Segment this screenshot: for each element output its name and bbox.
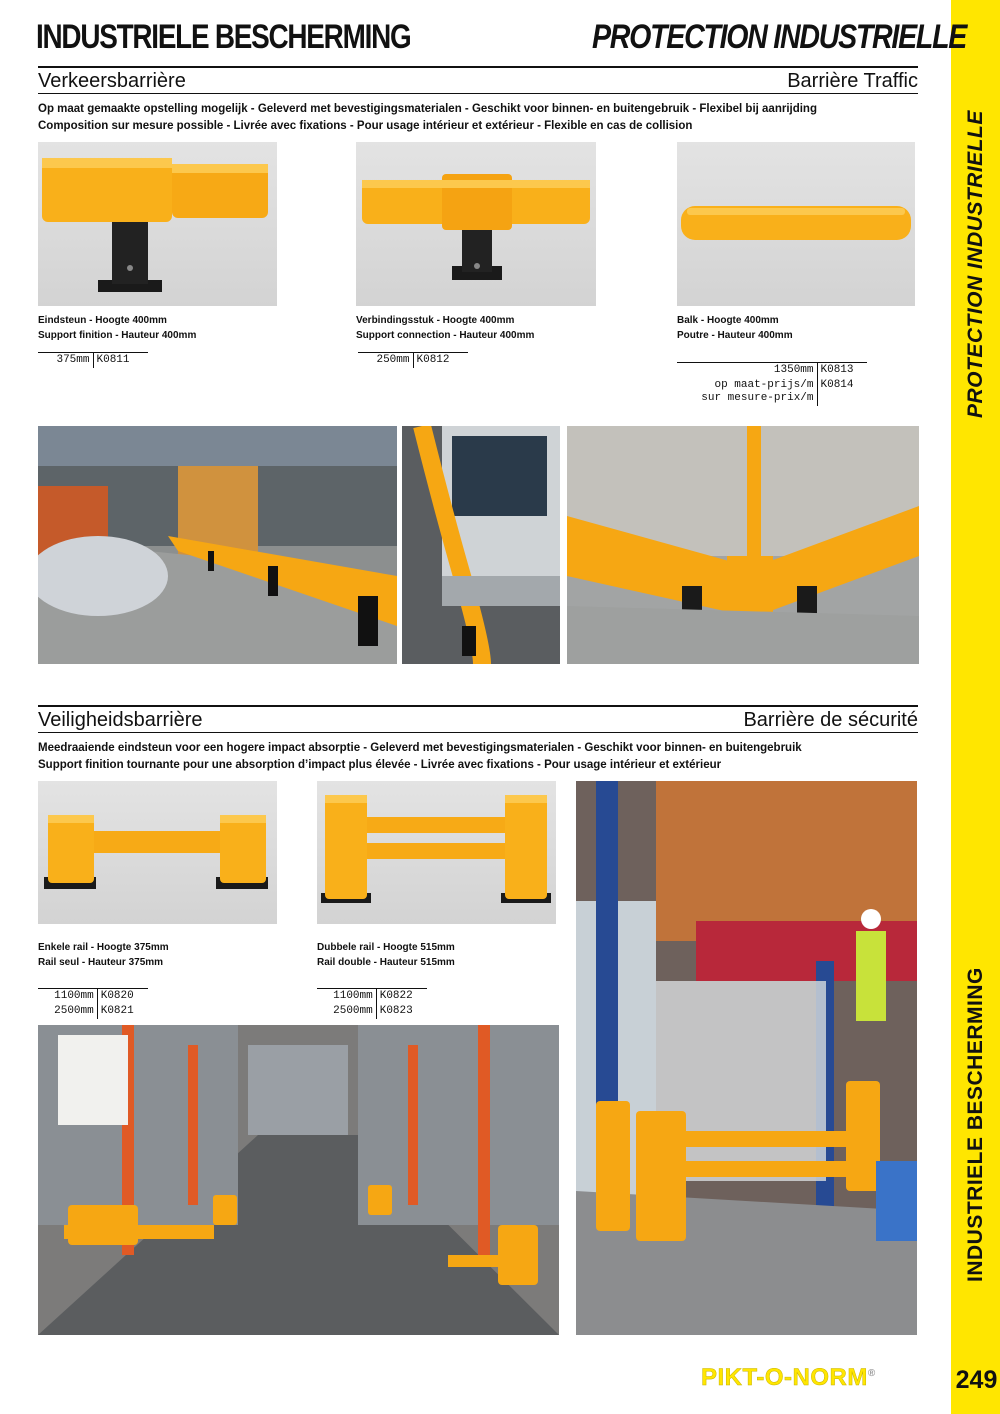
- section-title-fr: Barrière Traffic: [787, 69, 918, 92]
- table-row: 1350mm K0813: [677, 363, 867, 379]
- section-title-traffic: [38, 66, 918, 94]
- product-photo-double-rail: [317, 781, 556, 924]
- product-caption: Enkele rail - Hoogte 375mm Rail seul - Hauteur 375mm: [38, 942, 169, 968]
- sidebar-title-bottom: INDUSTRIELE BESCHERMING: [964, 967, 987, 1282]
- product-code-table: [38, 352, 148, 368]
- product-photo-single-rail: [38, 781, 277, 924]
- table-row: 1100mm K0820: [38, 989, 148, 1005]
- product-code-table: [38, 988, 148, 1019]
- product-caption: Verbindingsstuk - Hoogte 400mm Support connection - Hauteur 400mm: [356, 315, 535, 341]
- product-code-table: [317, 988, 427, 1019]
- description-fr: Composition sur mesure possible - Livrée avec fixations - Pour usage intérieur et extérieur - Flexible en cas de collision: [38, 120, 693, 132]
- scene-photo-forklift-impact: [402, 426, 560, 664]
- product-photo-beam: [677, 142, 915, 306]
- section-title-fr: Barrière de sécurité: [743, 708, 918, 731]
- description-nl: Meedraaiende eindsteun voor een hogere impact absorptie - Geleverd met bevestigingsmaterialen - Geschikt voor binnen- en buitengebruik: [38, 742, 802, 754]
- product-code-table: [358, 352, 468, 368]
- description-fr: Support finition tournante pour une absorption d’impact plus élevée - Livrée avec fixations - Pour usage intérieur et extérieur: [38, 759, 722, 771]
- table-row: 250mm K0812: [358, 353, 468, 369]
- product-caption: Eindsteun - Hoogte 400mm Support finition - Hauteur 400mm: [38, 315, 197, 341]
- page-number: 249: [955, 1366, 998, 1394]
- scene-photo-barrier-corner: [567, 426, 919, 664]
- table-row: op maat-prijs/m sur mesure-prix/m K0814: [677, 378, 867, 406]
- table-row: 375mm K0811: [38, 353, 148, 369]
- sidebar-title-top: PROTECTION INDUSTRIELLE: [964, 110, 987, 418]
- product-photo-end-support: [38, 142, 277, 306]
- product-photo-connection: [356, 142, 596, 306]
- section-title-safety: [38, 705, 918, 733]
- table-row: 2500mm K0823: [317, 1004, 427, 1019]
- table-row: 1100mm K0822: [317, 989, 427, 1005]
- scene-photo-warehouse-forklift: [38, 426, 397, 664]
- scene-photo-rack-protection: [576, 781, 917, 1335]
- section-title-nl: Verkeersbarrière: [38, 69, 186, 92]
- page-title-fr: PROTECTION INDUSTRIELLE: [592, 18, 967, 56]
- product-code-table: [677, 362, 867, 406]
- description-nl: Op maat gemaakte opstelling mogelijk - Geleverd met bevestigingsmaterialen - Geschikt voor binnen- en buitengebruik - Flexibel bij aanrijding: [38, 103, 817, 115]
- section-title-nl: Veiligheidsbarrière: [38, 708, 203, 731]
- product-caption: Balk - Hoogte 400mm Poutre - Hauteur 400mm: [677, 315, 793, 341]
- page-title-nl: INDUSTRIELE BESCHERMING: [36, 18, 411, 56]
- table-row: 2500mm K0821: [38, 1004, 148, 1019]
- product-caption: Dubbele rail - Hoogte 515mm Rail double - Hauteur 515mm: [317, 942, 455, 968]
- section-description-safety: [38, 740, 938, 774]
- scene-photo-aisle: [38, 1025, 559, 1335]
- brand-logo: PIKT-O-NORM®: [701, 1364, 876, 1391]
- section-description-traffic: [38, 101, 938, 135]
